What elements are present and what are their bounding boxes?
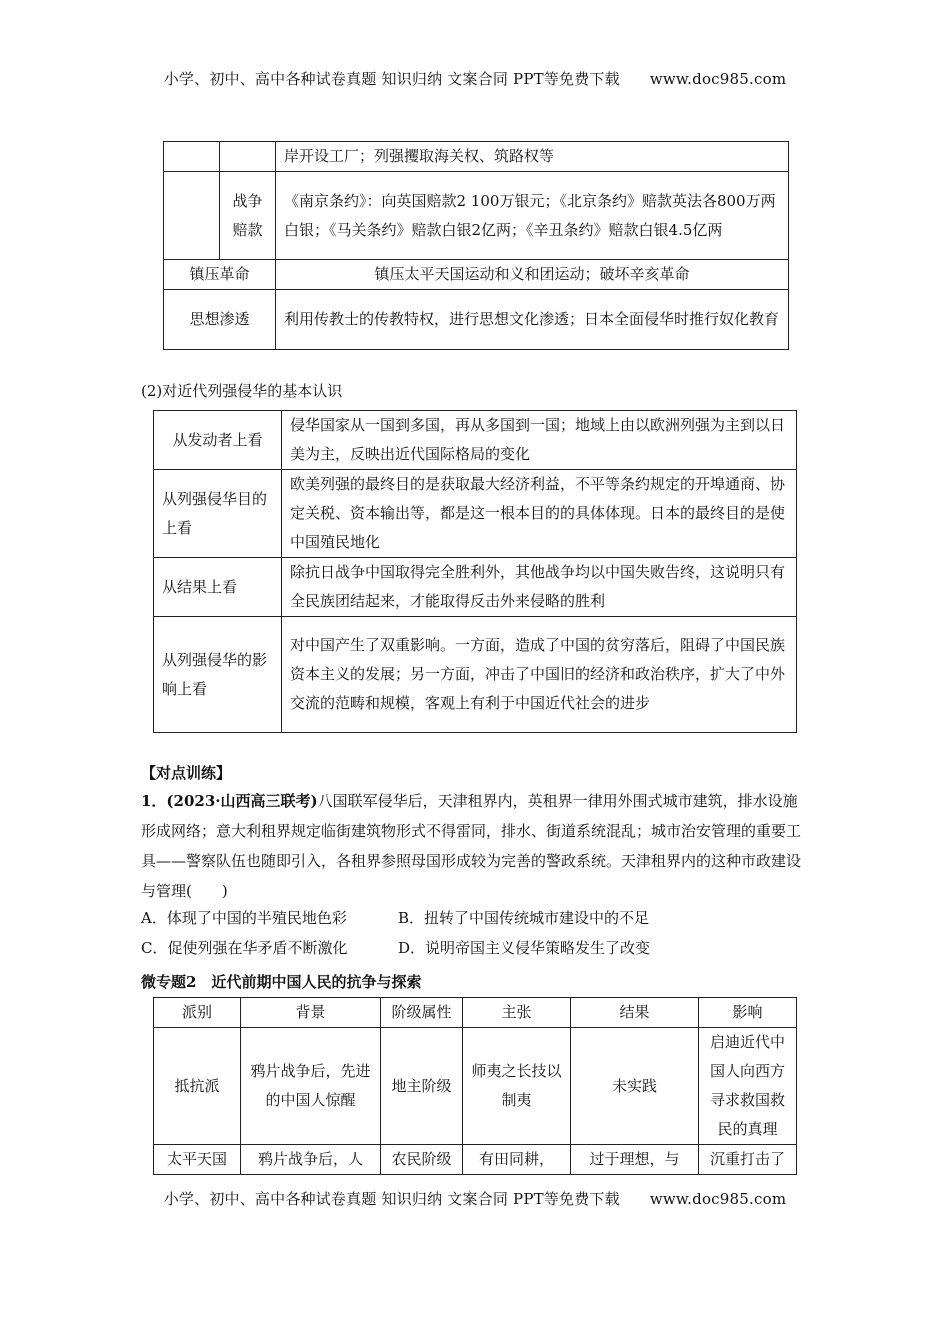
footer-site: www.doc985.com (649, 1190, 787, 1208)
question-text: 八国联军侵华后，天津租界内，英租界一律用外围式城市建筑，排水设施形成网络；意大利租界规定临街建筑物形式不得雷同，排水、街道系统混乱；城市治安管理的重要工具——警察队伍也随即引入，各租界参照母国形成较为完善的警政系统。天津租界内的这种市政建设与管理( ) (141, 792, 802, 900)
question-source: 1．(2023·山西高三联考) (141, 792, 318, 810)
t2-label: 从列强侵华的影响上看 (154, 617, 282, 733)
t2-label: 从发动者上看 (154, 411, 282, 470)
t3-cell: 过于理想，与 (571, 1145, 699, 1175)
option-a: A．体现了中国的半殖民地色彩 (141, 909, 347, 927)
footer-text: 小学、初中、高中各种试卷真题 知识归纳 文案合同 PPT等免费下载 (163, 1190, 620, 1208)
option-c: C．促使列强在华矛盾不断激化 (141, 939, 348, 957)
option-b: B．扭转了中国传统城市建设中的不足 (398, 909, 650, 927)
t2-content: 侵华国家从一国到多国，再从多国到一国；地域上由以欧洲列强为主到以日美为主，反映出近代国际格局的变化 (282, 411, 797, 470)
t3-header: 主张 (463, 998, 571, 1028)
t1-row2-label: 战争赔款 (220, 172, 276, 260)
header-site: www.doc985.com (649, 70, 787, 88)
t3-header: 影响 (699, 998, 797, 1028)
t2-label: 从结果上看 (154, 558, 282, 617)
t1-row3-content: 镇压太平天国运动和义和团运动；破坏辛亥革命 (276, 260, 789, 290)
t3-cell: 太平天国 (154, 1145, 241, 1175)
t3-cell: 农民阶级 (381, 1145, 463, 1175)
t3-cell: 抵抗派 (154, 1028, 241, 1145)
t1-row3-label: 镇压革命 (164, 260, 276, 290)
t3-cell: 沉重打击了 (699, 1145, 797, 1175)
t1-empty-cell (220, 142, 276, 172)
t1-row1-content: 岸开设工厂；列强攫取海关权、筑路权等 (276, 142, 789, 172)
question-1 (141, 786, 811, 906)
t3-header: 派别 (154, 998, 241, 1028)
t3-cell: 地主阶级 (381, 1028, 463, 1145)
t1-empty-cell (164, 172, 220, 260)
invasion-means-table (163, 141, 789, 350)
option-d: D．说明帝国主义侵华策略发生了改变 (398, 939, 651, 957)
t3-header: 背景 (241, 998, 381, 1028)
t2-content: 对中国产生了双重影响。一方面，造成了中国的贫穷落后，阻碍了中国民族资本主义的发展；另一方面，冲击了中国旧的经济和政治秩序，扩大了中外交流的范畴和规模，客观上有利于中国近代社会的进步 (282, 617, 797, 733)
page-footer (0, 1188, 950, 1209)
header-text: 小学、初中、高中各种试卷真题 知识归纳 文案合同 PPT等免费下载 (163, 70, 620, 88)
t2-content: 除抗日战争中国取得完全胜利外，其他战争均以中国失败告终，这说明只有全民族团结起来，才能取得反击外来侵略的胜利 (282, 558, 797, 617)
struggle-table (153, 997, 797, 1175)
t3-cell: 师夷之长技以制夷 (463, 1028, 571, 1145)
t1-empty-cell (164, 142, 220, 172)
t3-cell: 有田同耕， (463, 1145, 571, 1175)
t1-row4-label: 思想渗透 (164, 290, 276, 350)
topic2-title: 微专题2 近代前期中国人民的抗争与探索 (141, 973, 422, 991)
page-header (0, 68, 950, 89)
t3-cell: 鸦片战争后，人 (241, 1145, 381, 1175)
t3-cell: 未实践 (571, 1028, 699, 1145)
t3-header: 阶级属性 (381, 998, 463, 1028)
t3-cell: 启迪近代中国人向西方寻求救国救民的真理 (699, 1028, 797, 1145)
t1-row2-content: 《南京条约》：向英国赔款2 100万银元；《北京条约》赔款英法各800万两白银；《马关条约》赔款白银2亿两；《辛丑条约》赔款白银4.5亿两 (276, 172, 789, 260)
t2-label: 从列强侵华目的上看 (154, 470, 282, 558)
understanding-table (153, 410, 797, 733)
t2-content: 欧美列强的最终目的是获取最大经济利益，不平等条约规定的开埠通商、协定关税、资本输出等，都是这一根本目的的具体体现。日本的最终目的是使中国殖民地化 (282, 470, 797, 558)
t3-cell: 鸦片战争后，先进的中国人惊醒 (241, 1028, 381, 1145)
training-title: 【对点训练】 (141, 764, 232, 782)
t1-row4-content: 利用传教士的传教特权，进行思想文化渗透；日本全面侵华时推行奴化教育 (276, 290, 789, 350)
t3-header: 结果 (571, 998, 699, 1028)
section2-title: (2)对近代列强侵华的基本认识 (141, 382, 343, 400)
